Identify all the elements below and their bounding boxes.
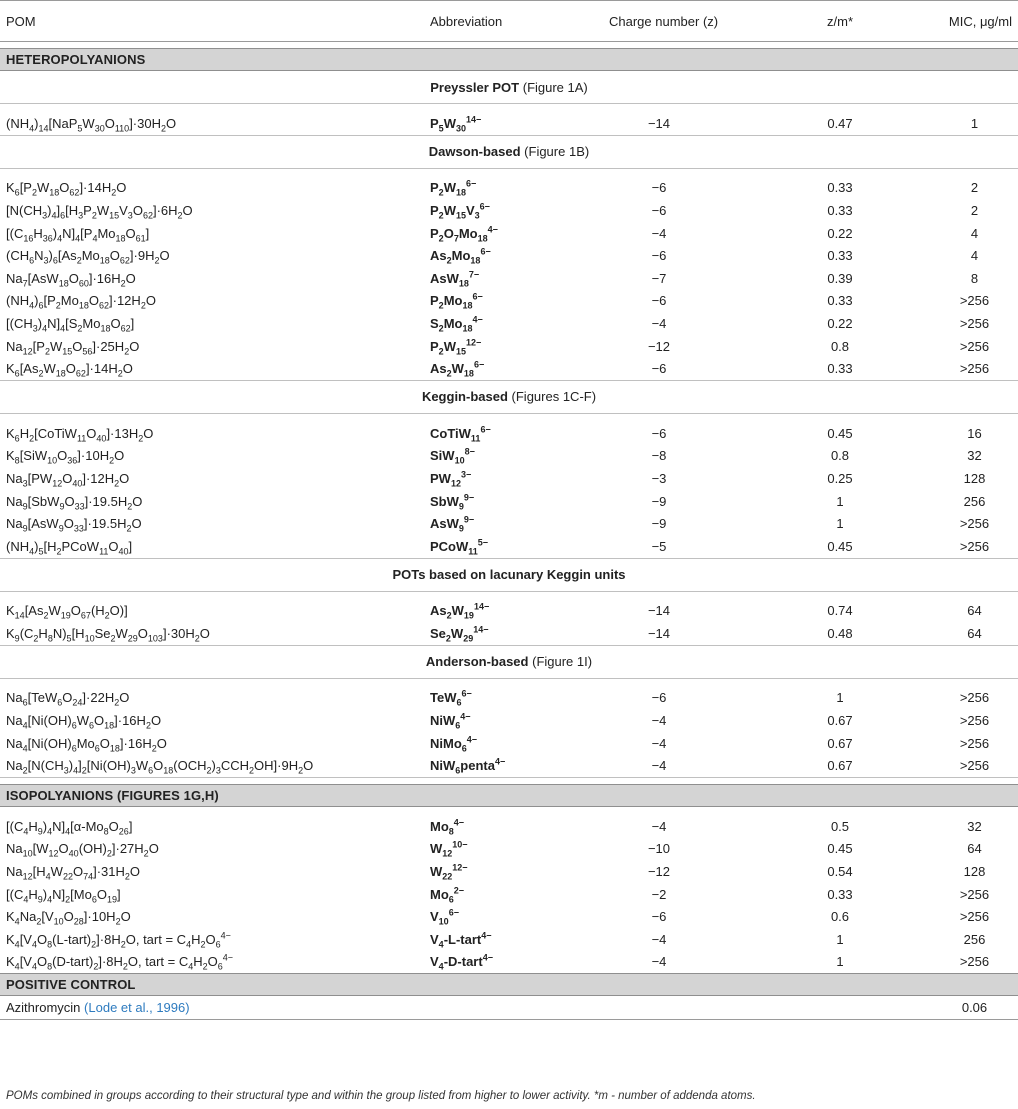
subsection-title: Anderson-based [425,654,529,670]
charge-cell: −4 [651,954,667,970]
mic-cell: >256 [901,535,1018,558]
mic-cell: 128 [963,470,986,486]
table-row [0,732,1018,755]
formula-cell: $K_4[V_4O_8(L-tart)_2]\cdot 8H_2O$, tart = $C_4H_2O_6^{4-}$ [6,930,231,950]
mic-cell: >256 [959,735,990,751]
zm-cell: 0.22 [827,225,853,241]
abbreviation-cell [413,996,589,1020]
mic-cell: 256 [963,931,986,947]
table-row [0,883,1018,906]
table-row [0,467,1018,490]
table-row [0,535,1018,558]
subsection-title: Keggin-based [421,389,508,405]
charge-cell: −9 [651,493,667,509]
charge-cell: −3 [651,470,667,486]
mic-cell: >256 [901,357,1018,380]
formula-cell: $K_4Na_2[V_{10}O_{28}]\cdot 10H_2O$ [6,909,131,927]
zm-cell: 1 [836,493,844,509]
zm-cell: 0.45 [827,425,853,441]
formula-cell: $Na_2[N(CH_3)_4]_2[Ni(OH)_3W_6O_{18}(OCH_2)_3CCH_2OH]\cdot 9H_2O$ [0,754,413,777]
figure-reference: (Figure 1I) [532,654,593,670]
abbreviation-cell: NiMo$_6^{4-}$ [430,734,478,754]
mic-cell: 2 [970,180,979,196]
abbreviation-cell: AsW$_9^{9-}$ [430,514,475,534]
zm-cell: 0.45 [779,535,901,558]
mic-cell: >256 [959,293,990,309]
formula-cell: $(NH_4)_6[P_2Mo_{18}O_{62}]\cdot 12H_2O$ [6,293,156,311]
formula-cell: $Na_{12}[P_2W_{15}O_{56}]\cdot 25H_2O$ [6,338,140,357]
formula-cell: $Na_9[AsW_9O_{33}]\cdot 19.5H_2O$ [6,516,142,534]
charge-cell: −4 [589,754,779,777]
zm-cell: 0.48 [779,622,901,645]
zm-cell: 0.45 [827,841,853,857]
table-row [0,754,1018,777]
abbreviation-cell: $V_{10}^{6-}$ [430,907,459,927]
charge-cell: −6 [651,293,667,309]
zm-cell: 0.74 [827,603,853,619]
table-row [0,490,1018,513]
section-title: ISOPOLYANIONS [6,788,114,804]
control-name: Azithromycin [6,1000,81,1016]
subsection-keggin [0,380,1018,413]
formula-cell: $[N(CH_3)_4]_6[H_3P_2W_{15}V_3O_{62}]\cdot 6H_2O$ [6,202,193,221]
formula-cell: $Na_{12}[H_4W_{22}O_{74}]\cdot 31H_2O$ [6,864,141,882]
mic-cell: >256 [959,886,990,902]
mic-cell: 128 [963,864,986,880]
mic-cell: >256 [959,338,990,354]
formula-cell: $Na_{10}[W_{12}O_{40}(OH)_2]\cdot 27H_2O$ [6,841,159,860]
formula-cell: $[(C_4H_9)_4N]_2[Mo_6O_{19}]$ [6,886,121,905]
mic-cell: 0.06 [901,996,1018,1020]
charge-cell: −6 [651,690,667,706]
charge-cell: −7 [651,270,667,286]
abbreviation-cell: $P_2W_{15}V_3^{6-}$ [430,201,490,221]
formula-cell: $K_6H_2[CoTiW_{11}O_{40}]\cdot 13H_2O$ [6,425,154,444]
table-footnote: POMs combined in groups according to their structural type and within the group listed from higher to lower activity. *m - number of addenda atoms. [6,1090,756,1102]
section-positive-control [0,974,1018,996]
formula-cell: $K_4[V_4O_8(D-tart)_2]\cdot 8H_2O$, tart = $C_4H_2O_6^{4-}$ [6,953,234,973]
charge-cell: −6 [589,357,779,380]
table-row [0,838,1018,861]
zm-cell: 1 [836,690,844,706]
table-row [0,512,1018,535]
table-row [0,928,1018,951]
subsection-dawson [0,135,1018,168]
section-title: HETEROPOLYANIONS [0,49,1018,71]
section-isopolyanions [0,785,1018,807]
formula-cell: $Na_9[SbW_9O_{33}]\cdot 19.5H_2O$ [6,493,143,512]
section-heteropolyanions [0,49,1018,71]
figure-reference: (Figure 1A) [522,79,588,95]
table-row [0,815,1018,838]
figure-reference: (Figures 1C-F) [511,389,597,405]
zm-cell: 0.33 [827,202,853,218]
table-row [0,860,1018,883]
charge-cell: −6 [651,425,667,441]
table-row [0,177,1018,200]
abbreviation-cell: $P_2O_7Mo_{18}^{4-}$ [430,224,498,244]
zm-cell: 0.33 [827,293,853,309]
mic-cell: 16 [967,425,982,441]
abbreviation-cell: $Se_2W_{29}^{14-}$ [413,622,589,645]
zm-cell: 0.33 [779,357,901,380]
formula-cell: $Na_4[Ni(OH)_6W_6O_{18}]\cdot 16H_2O$ [6,713,162,731]
mic-cell: 4 [970,225,979,241]
charge-cell: −14 [647,603,671,619]
subsection-title: Dawson-based [428,144,521,160]
column-header-charge: Charge number (z) [589,1,779,42]
table-row [0,622,1018,645]
subsection-title: POTs based on lacunary Keggin units [392,567,626,582]
zm-cell: 0.54 [827,864,853,880]
zm-cell: 0.8 [830,448,850,464]
abbreviation-cell: $As_2W_{19}^{14-}$ [430,601,490,621]
formula-cell: $[(CH_3)_4N]_4[S_2Mo_{18}O_{62}]$ [6,315,135,334]
abbreviation-cell: NiW$_6^{4-}$ [430,711,471,731]
zm-cell [779,996,901,1020]
charge-cell: −4 [651,225,667,241]
zm-cell: 0.8 [830,338,850,354]
zm-cell: 0.67 [827,735,853,751]
abbreviation-cell: $P_2Mo_{18}^{6-}$ [430,292,483,311]
mic-cell: 2 [970,202,979,218]
formula-cell: $Na_7[AsW_{18}O_{60}]\cdot 16H_2O$ [6,270,136,289]
zm-cell: 1 [836,516,844,532]
charge-cell: −4 [651,931,667,947]
abbreviation-cell: $S_2Mo_{18}^{4-}$ [430,314,483,334]
table-row [0,112,1018,135]
table-row [0,600,1018,623]
charge-cell: −6 [651,202,667,218]
table-row [0,445,1018,468]
formula-cell [0,996,413,1020]
zm-cell: 0.5 [830,818,850,834]
abbreviation-cell: CoTiW$_{11}^{6-}$ [430,424,491,444]
zm-cell: 0.6 [830,909,850,925]
zm-cell: 0.25 [827,470,853,486]
charge-cell: −5 [589,535,779,558]
mic-cell: 8 [970,270,979,286]
charge-cell: −4 [651,735,667,751]
figure-reference: (Figure 1B) [524,144,590,160]
charge-cell: −8 [651,448,667,464]
table-row [0,951,1018,974]
abbreviation-cell: SbW$_9^{9-}$ [430,492,475,512]
mic-cell: >256 [959,954,990,970]
table-row [0,422,1018,445]
zm-cell: 0.33 [827,180,853,196]
formula-cell: $[(C_4H_9)_4N]_4[\alpha-Mo_8O_{26}]$ [6,818,133,837]
abbreviation-cell: $W_{12}^{10-}$ [430,840,468,860]
table-row [0,687,1018,710]
mic-cell: 32 [967,448,982,464]
formula-cell: $Na_3[PW_{12}O_{40}]\cdot 12H_2O$ [6,470,130,489]
mic-cell: 64 [967,603,982,619]
table-row [0,222,1018,245]
abbreviation-cell: $P_2W_{18}^{6-}$ [430,179,477,198]
charge-cell: −9 [651,516,667,532]
abbreviation-cell: PCoW$_{11}^{5-}$ [413,535,589,558]
zm-cell: 1 [836,931,844,947]
charge-cell: −14 [589,622,779,645]
charge-cell: −2 [651,886,667,902]
table-header-row [0,1,1018,42]
abbreviation-cell: $As_2W_{18}^{6-}$ [413,357,589,380]
abbreviation-cell: $P_2W_{15}^{12-}$ [430,337,482,357]
formula-cell: $K_9(C_2H_8N)_5[H_{10}Se_2W_{29}O_{103}]\cdot 30H_2O$ [0,622,413,645]
zm-cell: 0.47 [779,112,901,135]
table-row [0,290,1018,313]
zm-cell: 0.33 [827,248,853,264]
table-row [0,244,1018,267]
table-row [0,312,1018,335]
formula-cell: $K_6[P_2W_{18}O_{62}]\cdot 14H_2O$ [6,180,127,198]
mic-cell: >256 [959,713,990,729]
charge-cell: −14 [589,112,779,135]
formula-cell: $Na_6[TeW_6O_{24}]\cdot 22H_2O$ [6,690,130,709]
charge-cell: −10 [647,841,671,857]
table-row [0,905,1018,928]
formula-cell: $K_8[SiW_{10}O_{36}]\cdot 10H_2O$ [6,448,125,466]
section-title: POSITIVE CONTROL [0,974,1018,996]
table-row [0,996,1018,1020]
charge-cell [589,996,779,1020]
column-header-abbreviation: Abbreviation [413,1,589,42]
mic-cell: 4 [970,248,979,264]
mic-cell: 32 [967,818,982,834]
zm-cell: 0.67 [827,713,853,729]
charge-cell: −12 [647,338,671,354]
formula-cell: $K_6[As_2W_{18}O_{62}]\cdot 14H_2O$ [0,357,413,380]
formula-cell: $Na_4[Ni(OH)_6Mo_6O_{18}]\cdot 16H_2O$ [6,735,167,754]
formula-cell: $(NH_4)_{14}[NaP_5W_{30}O_{110}]\cdot 30H_2O$ [0,112,413,135]
citation-link[interactable]: (Lode et al., 1996) [84,1000,190,1016]
mic-cell: >256 [959,690,990,706]
abbreviation-cell: $P_5W_{30}^{14-}$ [413,112,589,135]
mic-cell: 256 [963,493,986,509]
mic-cell: >256 [901,754,1018,777]
zm-cell: 0.39 [827,270,853,286]
abbreviation-cell: $V_4-L-tart^{4-}$ [430,930,492,950]
subsection-lacunary [0,558,1018,591]
mic-cell: 1 [901,112,1018,135]
charge-cell: −12 [647,864,671,880]
column-header-mic: MIC, μg/ml [901,1,1018,42]
table-row [0,267,1018,290]
subsection-anderson [0,645,1018,678]
table-row [0,709,1018,732]
mic-cell: 64 [967,841,982,857]
abbreviation-cell: AsW$_{18}^{7-}$ [430,269,480,289]
zm-cell: 0.67 [779,754,901,777]
formula-cell: $[(C_{16}H_{36})_4N]_4[P_4Mo_{18}O_{61}]$ [6,225,150,244]
charge-cell: −4 [651,315,667,331]
abbreviation-cell: $W_{22}^{12-}$ [430,862,468,882]
subsection-title: Preyssler POT [430,79,520,95]
abbreviation-cell: SiW$_{10}^{8-}$ [430,447,475,466]
column-header-pom: POM [0,1,413,42]
formula-cell: $(CH_6N_3)_6[As_2Mo_{18}O_{62}]\cdot 9H_2O$ [6,248,170,266]
charge-cell: −4 [651,713,667,729]
zm-cell: 1 [836,954,844,970]
mic-cell: >256 [959,516,990,532]
abbreviation-cell: NiW$_6$penta$^{4-}$ [413,754,589,777]
abbreviation-cell: TeW$_6^{6-}$ [430,689,472,709]
zm-cell: 0.22 [827,315,853,331]
column-header-zm: z/m* [779,1,901,42]
mic-cell: >256 [959,315,990,331]
table-row [0,335,1018,358]
mic-cell: >256 [959,909,990,925]
mic-cell: 64 [901,622,1018,645]
charge-cell: −4 [651,818,667,834]
charge-cell: −6 [651,909,667,925]
abbreviation-cell: $As_2Mo_{18}^{6-}$ [430,246,491,266]
abbreviation-cell: $PW_{12}^{3-}$ [430,469,472,489]
abbreviation-cell: $V_4-D-tart^{4-}$ [430,953,493,973]
abbreviation-cell: $Mo_8^{4-}$ [430,817,465,837]
table-row [0,199,1018,222]
figure-reference: (FIGURES 1G,H) [116,788,219,804]
charge-cell: −6 [651,180,667,196]
zm-cell: 0.33 [827,886,853,902]
charge-cell: −6 [651,248,667,264]
formula-cell: $K_{14}[As_2W_{19}O_{67}(H_2O)]$ [6,603,128,621]
subsection-preyssler [0,71,1018,104]
abbreviation-cell: $Mo_6^{2-}$ [430,885,465,905]
formula-cell: $(NH_4)_5[H_2PCoW_{11}O_{40}]$ [0,535,413,558]
table-row [0,357,1018,380]
